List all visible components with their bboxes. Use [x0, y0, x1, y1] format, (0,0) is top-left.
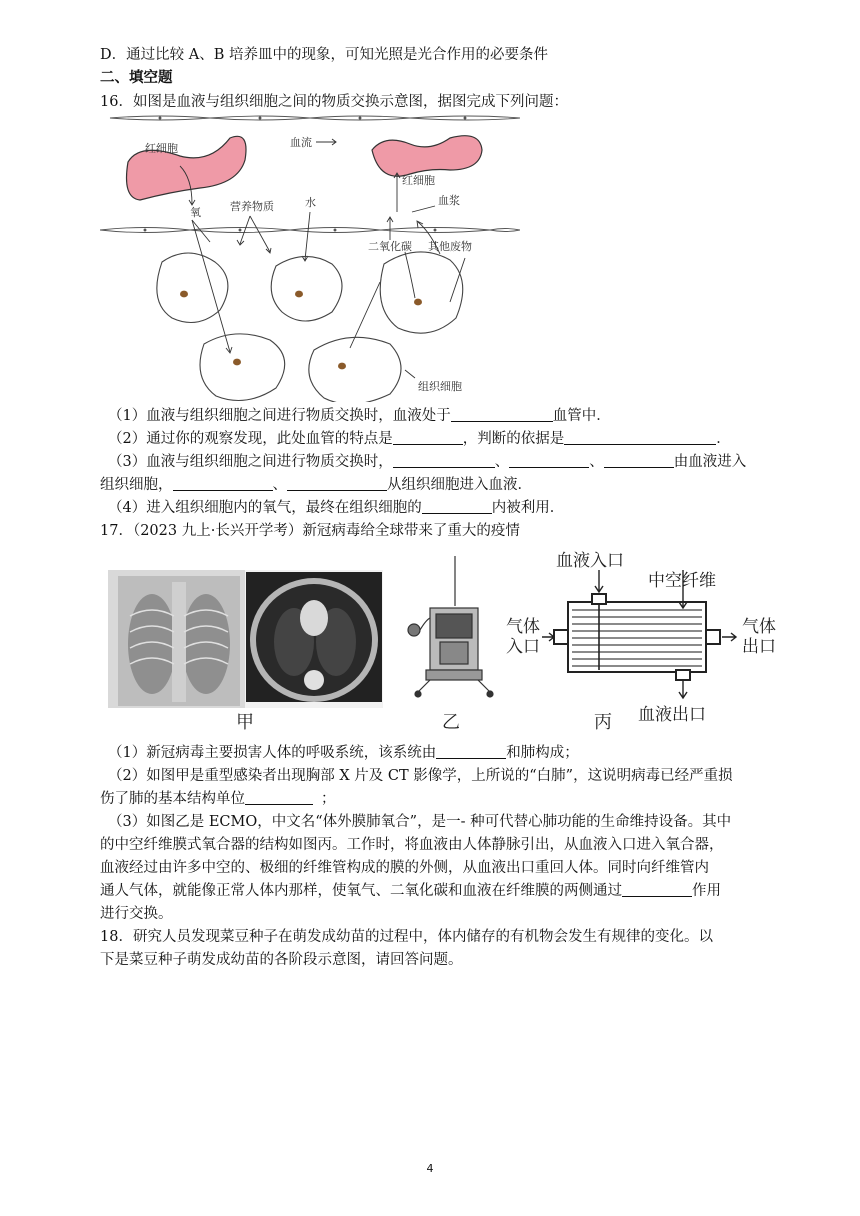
- q16-3-blank-5[interactable]: [287, 475, 387, 491]
- q16-part3-cont: [100, 474, 532, 496]
- q17-3-text-d: 通人气体，就能像正常人体内那样，使氧气、二氧化碳和血液在纤维膜的两侧通过: [100, 883, 622, 899]
- label-gas-inlet-2: 入口: [506, 637, 540, 657]
- q17-1-text-b: 和肺构成；: [506, 745, 579, 761]
- label-red-cell-left: 红细胞: [145, 142, 178, 155]
- label-gas-inlet-1: 气体: [506, 617, 540, 637]
- q16-3-text-b: 由血液进入: [673, 454, 747, 470]
- q17-1-blank[interactable]: [436, 743, 506, 759]
- q16-3-blank-1[interactable]: [393, 452, 495, 468]
- q16-part4: [108, 497, 564, 519]
- label-blood-inlet: 血液入口: [556, 551, 624, 571]
- q17-stem: 17．（2023 九上·长兴开学考）新冠病毒给全球带来了重大的疫情: [100, 523, 520, 539]
- q17-3-text-e: 作用: [692, 883, 721, 899]
- cell-nuclei: [180, 291, 422, 370]
- q17-part3-c: 血液经过由许多中空的、极细的纤维管构成的膜的外侧，从血液出口重回人体。同时向纤维管内: [100, 860, 709, 876]
- label-oxygen: 氧: [190, 206, 201, 219]
- q17-part3-d: [100, 880, 721, 902]
- label-gas-outlet-2: 出口: [742, 637, 776, 657]
- ecmo-figure: [108, 546, 790, 736]
- q16-stem: 16．如图是血液与组织细胞之间的物质交换示意图，据图完成下列问题：: [100, 94, 568, 110]
- option-d: D．通过比较 A、B 培养皿中的现象，可知光照是光合作用的必要条件: [100, 47, 548, 63]
- q16-3-text-a: （3）血液与组织细胞之间进行物质交换时，: [108, 454, 393, 470]
- label-water: 水: [305, 196, 316, 209]
- q16-3-sep-3: 、: [272, 477, 287, 493]
- q17-part1: [108, 742, 579, 764]
- q17-part3-b: 的中空纤维膜式氧合器的结构如图丙。工作时，将血液由人体静脉引出，从血液入口进入氧合器，: [100, 837, 724, 853]
- q18-line-2: 下是菜豆种子萌发成幼苗的各阶段示意图，请回答问题。: [100, 952, 463, 968]
- q16-2-blank-1[interactable]: [393, 429, 463, 445]
- q17-part3-f: 进行交换。: [100, 906, 173, 922]
- q17-3-blank[interactable]: [622, 881, 692, 897]
- blood-flow-arrow: [316, 139, 336, 145]
- q16-3-blank-2[interactable]: [509, 452, 589, 468]
- label-hollow-fiber: 中空纤维: [648, 571, 716, 591]
- label-jia: 甲: [236, 712, 254, 733]
- chest-ct-image: [245, 570, 383, 708]
- q16-4-text-b: 内被利用．: [491, 500, 565, 516]
- q17-part2: （2）如图甲是重型感染者出现胸部 X 片及 CT 影像学，上所说的“白肺”，这说明病毒已经严重损: [108, 768, 733, 784]
- q17-part3-a: （3）如图乙是 ECMO，中文名“体外膜肺氧合”，是一- 种可代替心肺功能的生命维持设备。其中: [108, 814, 732, 830]
- q17-2-text-b: 伤了肺的基本结构单位: [100, 791, 245, 807]
- q16-3-text-c: 组织细胞，: [100, 477, 173, 493]
- q16-1-text-b: 血管中．: [552, 408, 611, 424]
- red-blood-cell-right: [372, 136, 482, 177]
- q16-1-text-a: （1）血液与组织细胞之间进行物质交换时，血液处于: [108, 408, 451, 424]
- q16-3-sep-2: 、: [589, 454, 604, 470]
- label-blood-flow: 血流: [290, 136, 312, 149]
- label-yi: 乙: [442, 712, 460, 733]
- q16-4-blank[interactable]: [422, 498, 492, 514]
- q18-line-1: 18．研究人员发现菜豆种子在萌发成幼苗的过程中，体内储存的有机物会发生有规律的变化。以: [100, 929, 713, 945]
- q16-part3: [108, 451, 746, 473]
- q16-3-blank-3[interactable]: [604, 452, 674, 468]
- label-bing: 丙: [594, 712, 612, 733]
- label-gas-outlet-1: 气体: [742, 617, 776, 637]
- q16-part2: [108, 428, 731, 450]
- blood-tissue-exchange-diagram: [100, 112, 520, 402]
- tissue-cells: [157, 252, 463, 402]
- q16-2-blank-2[interactable]: [564, 429, 716, 445]
- q16-1-blank[interactable]: [451, 406, 553, 422]
- q17-2-text-c: ；: [321, 791, 336, 807]
- exchange-arrows: [180, 166, 465, 378]
- q16-3-sep-1: 、: [494, 454, 510, 470]
- chest-xray-image: [108, 570, 250, 708]
- section-title: 二、填空题: [100, 70, 173, 86]
- label-waste: 其他废物: [428, 240, 472, 253]
- label-co2: 二氧化碳: [368, 240, 412, 253]
- q16-2-text-c: ．: [716, 431, 731, 447]
- page-number: 4: [426, 1162, 434, 1175]
- q16-2-text-a: （2）通过你的观察发现，此处血管的特点是: [108, 431, 393, 447]
- vessel-wall-bottom: [100, 228, 520, 233]
- q17-2-blank[interactable]: [245, 789, 313, 805]
- ecmo-machine-image: [408, 556, 493, 697]
- vessel-wall-top: [110, 116, 520, 120]
- q16-2-text-b: ，判断的依据是: [462, 431, 565, 447]
- label-nutrients: 营养物质: [230, 200, 274, 213]
- q16-3-text-d: 从组织细胞进入血液．: [387, 477, 532, 493]
- label-blood-outlet: 血液出口: [638, 705, 706, 725]
- label-plasma: 血浆: [438, 194, 460, 207]
- q16-part1: [108, 405, 611, 427]
- q16-4-text-a: （4）进入组织细胞内的氧气，最终在组织细胞的: [108, 500, 422, 516]
- label-red-cell-right: 红细胞: [402, 174, 435, 187]
- label-tissue-cell: 组织细胞: [418, 380, 462, 393]
- q17-part2-cont: [100, 788, 336, 810]
- q17-1-text-a: （1）新冠病毒主要损害人体的呼吸系统，该系统由: [108, 745, 437, 761]
- q16-3-blank-4[interactable]: [173, 475, 273, 491]
